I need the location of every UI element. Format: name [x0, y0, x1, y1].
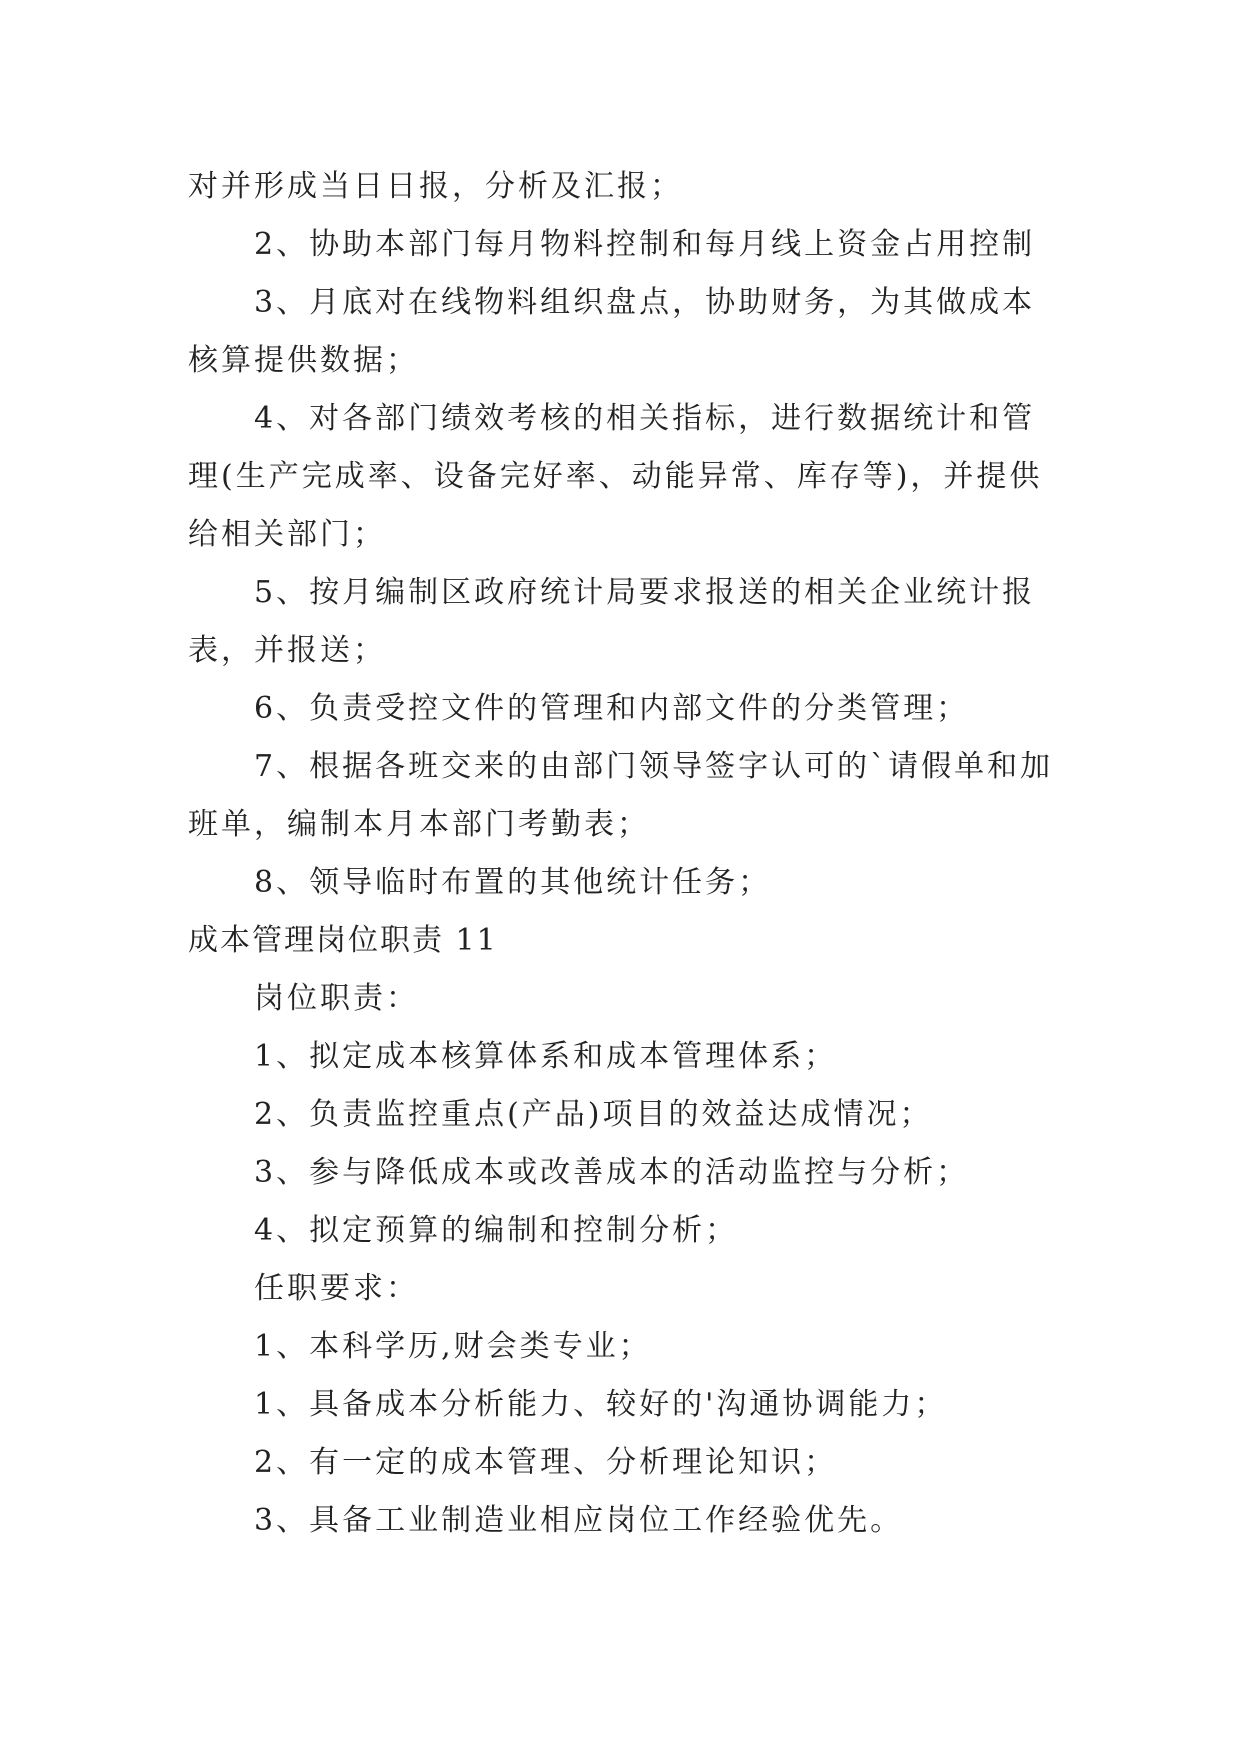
list-item: 2、协助本部门每月物料控制和每月线上资金占用控制 — [254, 227, 1036, 262]
subsection-label: 岗位职责： — [254, 981, 419, 1016]
list-item: 3、参与降低成本或改善成本的活动监控与分析； — [254, 1155, 970, 1190]
list-item: 2、有一定的成本管理、分析理论知识； — [254, 1445, 838, 1480]
list-item: 8、领导临时布置的其他统计任务； — [254, 865, 772, 900]
list-item: 3、月底对在线物料组织盘点，协助财务，为其做成本核算提供数据； — [188, 285, 1036, 378]
section-title: 成本管理岗位职责 11 — [188, 923, 498, 958]
list-item: 4、对各部门绩效考核的相关指标，进行数据统计和管理(生产完成率、设备完好率、动能异常、库存等)，并提供给相关部门； — [188, 401, 1043, 552]
list-item: 1、本科学历,财会类专业； — [254, 1329, 652, 1364]
list-item: 3、具备工业制造业相应岗位工作经验优先。 — [254, 1503, 904, 1538]
list-item: 7、根据各班交来的由部门领导签字认可的`请假单和加班单，编制本月本部门考勤表； — [188, 749, 1054, 842]
subsection-label: 任职要求： — [254, 1271, 419, 1306]
paragraph: 对并形成当日日报，分析及汇报； — [188, 169, 683, 204]
list-item: 1、具备成本分析能力、较好的'沟通协调能力； — [254, 1387, 948, 1422]
list-item: 6、负责受控文件的管理和内部文件的分类管理； — [254, 691, 970, 726]
list-item: 4、拟定预算的编制和控制分析； — [254, 1213, 739, 1248]
list-item: 1、拟定成本核算体系和成本管理体系； — [254, 1039, 838, 1074]
document-body — [188, 158, 1068, 1550]
list-item: 5、按月编制区政府统计局要求报送的相关企业统计报表，并报送； — [188, 575, 1036, 668]
list-item: 2、负责监控重点(产品)项目的效益达成情况； — [254, 1097, 933, 1132]
